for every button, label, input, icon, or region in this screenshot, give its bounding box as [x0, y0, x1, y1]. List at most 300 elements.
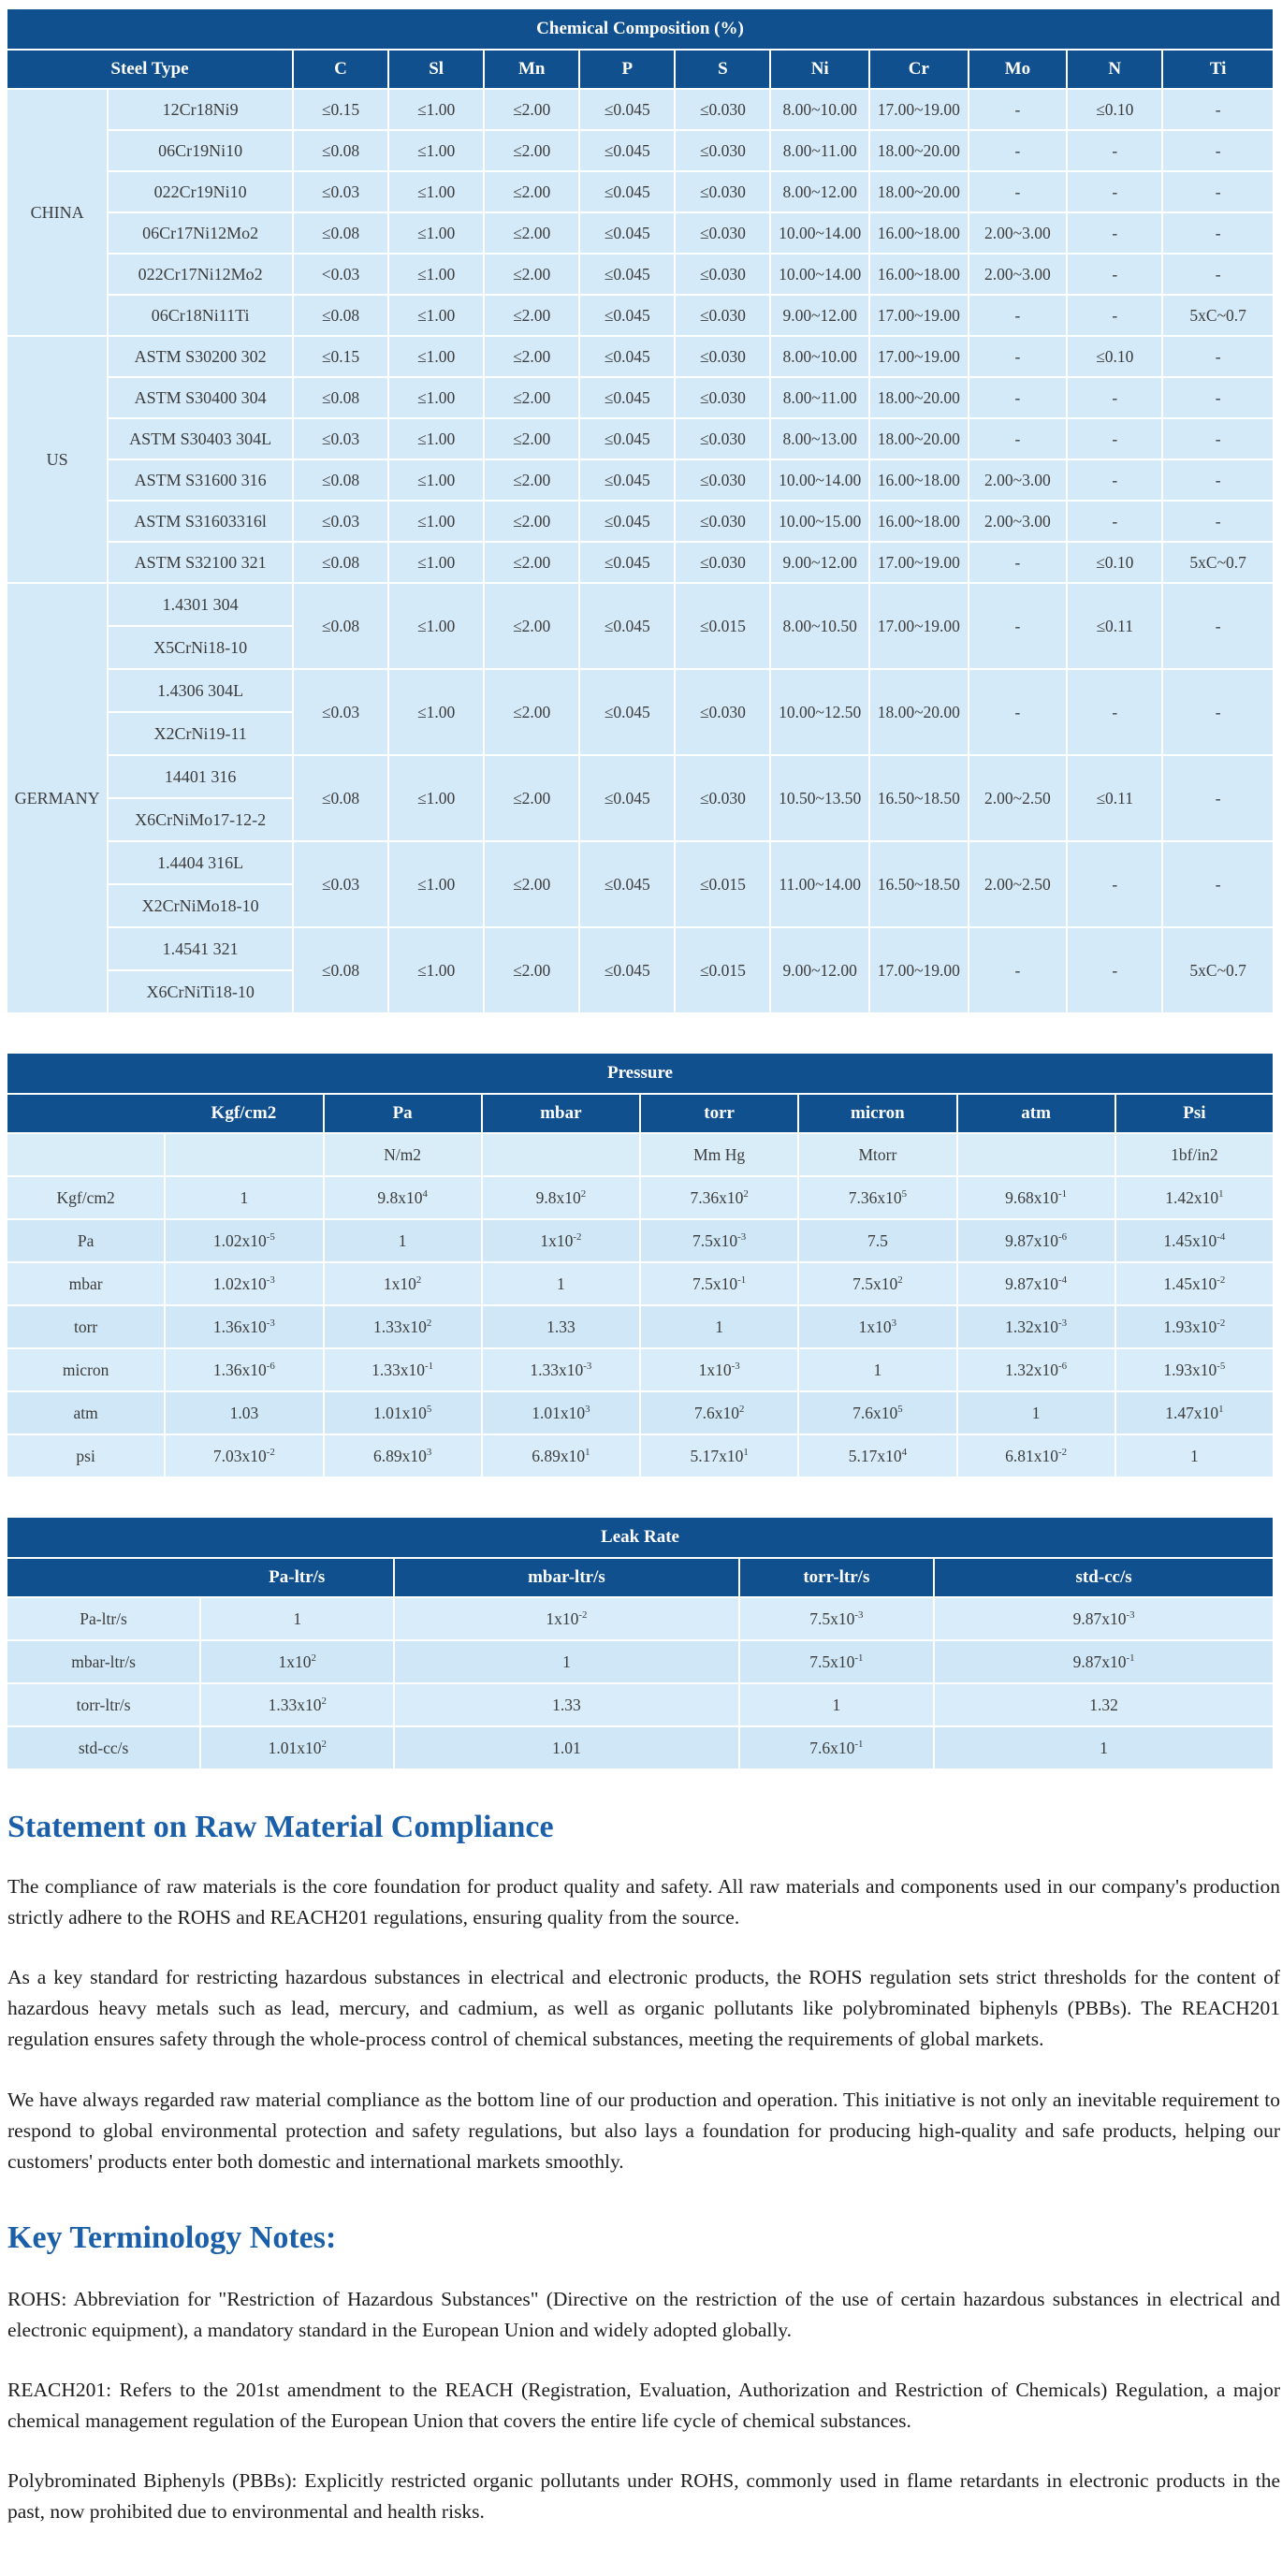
value-cell: 1: [324, 1219, 482, 1262]
value-cell: 10.00~14.00: [770, 212, 869, 254]
value-cell: ≤2.00: [484, 336, 579, 377]
value-cell: -: [969, 130, 1068, 171]
value-cell: 10.00~14.00: [770, 254, 869, 295]
value-cell: -: [1162, 212, 1274, 254]
value-cell: ≤0.015: [675, 841, 770, 927]
table-row: [7, 336, 1274, 377]
value-cell: 1: [200, 1597, 394, 1640]
subheader-cell: 1bf/in2: [1115, 1133, 1274, 1176]
value-cell: ≤1.00: [388, 583, 484, 669]
steel-type-cell: X2CrNi19-11: [108, 712, 293, 755]
exponent: -6: [266, 1360, 275, 1372]
value-cell: ≤0.045: [579, 542, 675, 583]
value-cell: ≤0.030: [675, 459, 770, 501]
value-cell: 18.00~20.00: [869, 377, 969, 418]
value-cell: 17.00~19.00: [869, 542, 969, 583]
value-cell: $7.36x10^2$: [640, 1176, 798, 1219]
exponent: -3: [737, 1230, 747, 1243]
value-cell: -: [1067, 927, 1162, 1013]
value-cell: -: [969, 669, 1068, 755]
steel-type-cell: 14401 316: [108, 755, 293, 798]
exponent: -2: [1058, 1446, 1068, 1458]
column-header: Cr: [869, 50, 969, 89]
value-cell: -: [969, 927, 1068, 1013]
table-row: [7, 1176, 1274, 1219]
value-cell: 16.00~18.00: [869, 501, 969, 542]
value-cell: $1.45x10^{-2}$: [1115, 1262, 1274, 1305]
value-cell: $1x10^2$: [200, 1640, 394, 1683]
column-header-steel-type: Steel Type: [7, 50, 293, 89]
value-cell: 18.00~20.00: [869, 669, 969, 755]
value-cell: -: [1162, 669, 1274, 755]
value-cell: $1.47x10^1$: [1115, 1391, 1274, 1434]
value-cell: ≤0.08: [293, 130, 388, 171]
value-cell: $1x10^2$: [324, 1262, 482, 1305]
table-row: [7, 841, 1274, 884]
value-cell: $1.42x10^1$: [1115, 1176, 1274, 1219]
column-header: Mo: [969, 50, 1068, 89]
value-cell: -: [969, 542, 1068, 583]
value-cell: ≤2.00: [484, 89, 579, 130]
value-cell: 8.00~10.00: [770, 336, 869, 377]
value-cell: $1x10^{-2}$: [482, 1219, 640, 1262]
value-cell: ≤0.045: [579, 377, 675, 418]
column-header: Sl: [388, 50, 484, 89]
value-cell: $9.8x10^4$: [324, 1176, 482, 1219]
exponent: 2: [897, 1273, 903, 1286]
value-cell: $1.32x10^{-3}$: [957, 1305, 1115, 1348]
value-cell: ≤0.15: [293, 89, 388, 130]
table-row: [7, 1219, 1274, 1262]
pressure-header-row: [7, 1094, 1274, 1133]
value-cell: 8.00~13.00: [770, 418, 869, 459]
value-cell: ≤0.045: [579, 755, 675, 841]
leak-rate-table: [6, 1516, 1275, 1770]
steel-type-cell: 1.4306 304L: [108, 669, 293, 712]
value-cell: ≤1.00: [388, 212, 484, 254]
value-cell: ≤2.00: [484, 501, 579, 542]
value-cell: 5xC~0.7: [1162, 927, 1274, 1013]
value-cell: ≤2.00: [484, 418, 579, 459]
exponent: 2: [743, 1187, 749, 1200]
column-header: std-cc/s: [934, 1558, 1274, 1597]
value-cell: -: [1067, 841, 1162, 927]
terminology-paragraphs: [7, 2284, 1280, 2528]
value-cell: ≤0.030: [675, 542, 770, 583]
exponent: -4: [1216, 1230, 1226, 1243]
value-cell: ≤0.015: [675, 927, 770, 1013]
value-cell: 1.33: [482, 1305, 640, 1348]
value-cell: 1: [957, 1391, 1115, 1434]
exponent: -1: [854, 1652, 864, 1664]
value-cell: ≤0.030: [675, 295, 770, 336]
value-cell: 16.00~18.00: [869, 459, 969, 501]
table-row: [7, 583, 1274, 626]
table-row: [7, 459, 1274, 501]
steel-type-cell: 06Cr19Ni10: [108, 130, 293, 171]
value-cell: -: [1067, 377, 1162, 418]
table-row: [7, 1683, 1274, 1726]
value-cell: $1.02x10^{-5}$: [165, 1219, 323, 1262]
steel-type-cell: ASTM S32100 321: [108, 542, 293, 583]
value-cell: 16.50~18.50: [869, 755, 969, 841]
value-cell: 1.01: [394, 1726, 738, 1769]
value-cell: ≤2.00: [484, 295, 579, 336]
leak-title-row: [7, 1517, 1274, 1558]
value-cell: ≤1.00: [388, 841, 484, 927]
paragraph: The compliance of raw materials is the core foundation for product quality and safety. All raw materials and components used in our company's production strictly adhere to the ROHS and REACH201 regulations, ensuring quality from the source.: [7, 1875, 1280, 1929]
exponent: 3: [426, 1446, 432, 1458]
steel-type-cell: ASTM S31603316l: [108, 501, 293, 542]
table-row: [7, 501, 1274, 542]
column-header: Ni: [770, 50, 869, 89]
value-cell: 16.50~18.50: [869, 841, 969, 927]
terminology-heading: Key Terminology Notes:: [7, 2219, 337, 2255]
value-cell: $1.36x10^{-3}$: [165, 1305, 323, 1348]
row-label-cell: Kgf/cm2: [7, 1176, 165, 1219]
value-cell: $7.6x10^2$: [640, 1391, 798, 1434]
value-cell: -: [1067, 130, 1162, 171]
exponent: 1: [585, 1446, 590, 1458]
value-cell: -: [1067, 669, 1162, 755]
value-cell: -: [1067, 501, 1162, 542]
value-cell: ≤1.00: [388, 459, 484, 501]
exponent: 2: [580, 1187, 587, 1200]
value-cell: 8.00~11.00: [770, 130, 869, 171]
column-header: Pa: [324, 1094, 482, 1133]
value-cell: $1.93x10^{-2}$: [1115, 1305, 1274, 1348]
value-cell: 1: [798, 1348, 956, 1391]
value-cell: $9.87x10^{-3}$: [934, 1597, 1274, 1640]
value-cell: $9.68x10^{-1}$: [957, 1176, 1115, 1219]
steel-type-cell: 1.4404 316L: [108, 841, 293, 884]
value-cell: $1.33x10^2$: [200, 1683, 394, 1726]
steel-type-cell: 06Cr18Ni11Ti: [108, 295, 293, 336]
subheader-cell: Mtorr: [798, 1133, 956, 1176]
value-cell: ≤0.045: [579, 501, 675, 542]
value-cell: -: [1162, 130, 1274, 171]
value-cell: ≤0.030: [675, 377, 770, 418]
value-cell: ≤0.030: [675, 89, 770, 130]
column-header: Kgf/cm2: [165, 1094, 323, 1133]
steel-type-cell: 022Cr17Ni12Mo2: [108, 254, 293, 295]
value-cell: ≤0.08: [293, 583, 388, 669]
exponent: -1: [1058, 1187, 1068, 1200]
table-row: [7, 212, 1274, 254]
exponent: 3: [585, 1403, 590, 1415]
table-row: [7, 1305, 1274, 1348]
table-row: [7, 254, 1274, 295]
value-cell: -: [1067, 212, 1162, 254]
value-cell: 17.00~19.00: [869, 336, 969, 377]
column-header: mbar: [482, 1094, 640, 1133]
exponent: -5: [1216, 1360, 1226, 1372]
value-cell: ≤0.03: [293, 418, 388, 459]
value-cell: 2.00~3.00: [969, 254, 1068, 295]
value-cell: ≤0.030: [675, 171, 770, 212]
value-cell: $1.01x10^3$: [482, 1391, 640, 1434]
table-row: [7, 1348, 1274, 1391]
value-cell: $1x10^{-2}$: [394, 1597, 738, 1640]
blank-header-cell: [7, 1094, 165, 1133]
value-cell: ≤0.10: [1067, 89, 1162, 130]
value-cell: $5.17x10^4$: [798, 1434, 956, 1477]
row-label-cell: Pa: [7, 1219, 165, 1262]
value-cell: $1.33x10^{-1}$: [324, 1348, 482, 1391]
value-cell: ≤0.11: [1067, 583, 1162, 669]
value-cell: ≤0.030: [675, 212, 770, 254]
value-cell: ≤2.00: [484, 377, 579, 418]
exponent: 2: [311, 1652, 316, 1664]
value-cell: ≤0.03: [293, 501, 388, 542]
value-cell: -: [1162, 418, 1274, 459]
column-header: Psi: [1115, 1094, 1274, 1133]
chemical-composition-table: [6, 7, 1275, 1014]
value-cell: $7.5x10^{-3}$: [739, 1597, 935, 1640]
exponent: 2: [321, 1695, 327, 1707]
subheader-cell: Mm Hg: [640, 1133, 798, 1176]
value-cell: 10.00~15.00: [770, 501, 869, 542]
exponent: -6: [1058, 1230, 1068, 1243]
value-cell: 17.00~19.00: [869, 89, 969, 130]
exponent: 5: [901, 1187, 908, 1200]
chem-header-row: [7, 50, 1274, 89]
exponent: -2: [1216, 1317, 1226, 1329]
value-cell: -: [1162, 336, 1274, 377]
value-cell: -: [1067, 295, 1162, 336]
chem-title-row: [7, 8, 1274, 50]
steel-type-cell: 06Cr17Ni12Mo2: [108, 212, 293, 254]
column-header: Pa-ltr/s: [200, 1558, 394, 1597]
value-cell: ≤0.045: [579, 89, 675, 130]
table-row: [7, 295, 1274, 336]
pressure-title-row: [7, 1053, 1274, 1094]
value-cell: -: [1162, 583, 1274, 669]
row-label-cell: torr-ltr/s: [7, 1683, 200, 1726]
value-cell: -: [1067, 171, 1162, 212]
table-row: [7, 89, 1274, 130]
table-row: [7, 1434, 1274, 1477]
value-cell: 10.50~13.50: [770, 755, 869, 841]
value-cell: ≤1.00: [388, 418, 484, 459]
subheader-cell: [165, 1133, 323, 1176]
leak-thead: [7, 1517, 1274, 1597]
exponent: -1: [1126, 1652, 1135, 1664]
country-cell: CHINA: [7, 89, 108, 336]
value-cell: ≤1.00: [388, 501, 484, 542]
value-cell: 2.00~2.50: [969, 755, 1068, 841]
value-cell: ≤2.00: [484, 130, 579, 171]
exponent: -2: [573, 1230, 582, 1243]
value-cell: 7.5: [798, 1219, 956, 1262]
value-cell: ≤0.08: [293, 542, 388, 583]
column-header: mbar-ltr/s: [394, 1558, 738, 1597]
value-cell: 5xC~0.7: [1162, 542, 1274, 583]
chem-table-title: Chemical Composition (%): [7, 8, 1274, 50]
table-row: [7, 1726, 1274, 1769]
value-cell: ≤1.00: [388, 295, 484, 336]
value-cell: $7.6x10^5$: [798, 1391, 956, 1434]
row-label-cell: Pa-ltr/s: [7, 1597, 200, 1640]
value-cell: ≤0.11: [1067, 755, 1162, 841]
value-cell: ≤0.045: [579, 583, 675, 669]
value-cell: ≤1.00: [388, 927, 484, 1013]
value-cell: 1: [934, 1726, 1274, 1769]
value-cell: $6.81x10^{-2}$: [957, 1434, 1115, 1477]
value-cell: 18.00~20.00: [869, 130, 969, 171]
value-cell: $7.5x10^{-1}$: [640, 1262, 798, 1305]
exponent: 1: [1218, 1187, 1224, 1200]
column-header: torr: [640, 1094, 798, 1133]
value-cell: -: [1162, 755, 1274, 841]
value-cell: -: [1067, 459, 1162, 501]
table-row: [7, 377, 1274, 418]
value-cell: $7.03x10^{-2}$: [165, 1434, 323, 1477]
exponent: 2: [738, 1403, 745, 1415]
value-cell: ≤1.00: [388, 130, 484, 171]
leak-table-title: Leak Rate: [7, 1517, 1274, 1558]
table-row: [7, 130, 1274, 171]
value-cell: $1.32x10^{-6}$: [957, 1348, 1115, 1391]
value-cell: ≤0.08: [293, 212, 388, 254]
value-cell: 1: [165, 1176, 323, 1219]
value-cell: ≤0.15: [293, 336, 388, 377]
exponent: -3: [1126, 1608, 1135, 1621]
value-cell: 1.33: [394, 1683, 738, 1726]
value-cell: -: [969, 377, 1068, 418]
value-cell: ≤2.00: [484, 171, 579, 212]
value-cell: ≤0.045: [579, 212, 675, 254]
paragraph: REACH201: Refers to the 201st amendment to the REACH (Registration, Evaluation, Authorization and Restriction of Chemicals) Regulation, a major chemical management regulation of the European Union that covers the entire life cycle of chemical substances.: [7, 2379, 1280, 2433]
row-label-cell: mbar: [7, 1262, 165, 1305]
value-cell: ≤0.08: [293, 459, 388, 501]
value-cell: -: [969, 418, 1068, 459]
value-cell: ≤0.08: [293, 295, 388, 336]
paragraph: Polybrominated Biphenyls (PBBs): Explicitly restricted organic pollutants under ROHS, commonly used in flame retardants in electronic products in the past, now prohibited due to environmental and health risks.: [7, 2469, 1280, 2524]
value-cell: 1: [739, 1683, 935, 1726]
exponent: -2: [1216, 1273, 1226, 1286]
value-cell: $1x10^{-3}$: [640, 1348, 798, 1391]
row-label-cell: mbar-ltr/s: [7, 1640, 200, 1683]
paragraph: ROHS: Abbreviation for "Restriction of Hazardous Substances" (Directive on the restriction of the use of certain hazardous substances in electrical and electronic equipment), a mandatory standard in the European Union and widely adopted globally.: [7, 2287, 1280, 2341]
exponent: -3: [731, 1360, 740, 1372]
value-cell: $9.87x10^{-6}$: [957, 1219, 1115, 1262]
exponent: 5: [897, 1403, 903, 1415]
steel-type-cell: ASTM S30200 302: [108, 336, 293, 377]
value-cell: 5xC~0.7: [1162, 295, 1274, 336]
value-cell: 9.00~12.00: [770, 542, 869, 583]
value-cell: 8.00~10.00: [770, 89, 869, 130]
steel-type-cell: X2CrNiMo18-10: [108, 884, 293, 927]
exponent: 2: [426, 1317, 432, 1329]
value-cell: -: [969, 89, 1068, 130]
value-cell: 1: [640, 1305, 798, 1348]
value-cell: 8.00~12.00: [770, 171, 869, 212]
table-row: [7, 1597, 1274, 1640]
paragraph: We have always regarded raw material compliance as the bottom line of our production and operation. This initiative is not only an inevitable requirement to respond to global environmental protection and safety regulations, but also lays a foundation for producing high-quality and safe products, helping our customers' products enter both domestic and international markets smoothly.: [7, 2088, 1280, 2173]
value-cell: ≤0.045: [579, 130, 675, 171]
table-row: [7, 755, 1274, 798]
country-cell: GERMANY: [7, 583, 108, 1013]
value-cell: 2.00~3.00: [969, 501, 1068, 542]
value-cell: ≤1.00: [388, 669, 484, 755]
value-cell: 18.00~20.00: [869, 171, 969, 212]
pressure-table-title: Pressure: [7, 1053, 1274, 1094]
value-cell: ≤0.045: [579, 336, 675, 377]
value-cell: $7.36x10^5$: [798, 1176, 956, 1219]
exponent: -2: [578, 1608, 588, 1621]
value-cell: ≤0.10: [1067, 336, 1162, 377]
value-cell: -: [1162, 459, 1274, 501]
exponent: 4: [901, 1446, 908, 1458]
value-cell: $7.6x10^{-1}$: [739, 1726, 935, 1769]
value-cell: ≤1.00: [388, 89, 484, 130]
exponent: 1: [743, 1446, 749, 1458]
table-row: [7, 542, 1274, 583]
chem-tbody: [7, 89, 1274, 1013]
table-row: [7, 1640, 1274, 1683]
exponent: -4: [1058, 1273, 1068, 1286]
value-cell: ≤1.00: [388, 542, 484, 583]
value-cell: ≤0.045: [579, 418, 675, 459]
pressure-tbody: [7, 1176, 1274, 1477]
value-cell: ≤2.00: [484, 583, 579, 669]
value-cell: ≤0.03: [293, 841, 388, 927]
value-cell: $1.45x10^{-4}$: [1115, 1219, 1274, 1262]
value-cell: -: [1067, 254, 1162, 295]
subheader-cell: [957, 1133, 1115, 1176]
exponent: -1: [854, 1738, 864, 1750]
value-cell: 1.03: [165, 1391, 323, 1434]
value-cell: ≤0.045: [579, 171, 675, 212]
value-cell: ≤2.00: [484, 669, 579, 755]
exponent: -5: [266, 1230, 275, 1243]
value-cell: 9.00~12.00: [770, 295, 869, 336]
value-cell: ≤0.08: [293, 927, 388, 1013]
exponent: -3: [854, 1608, 864, 1621]
row-label-cell: micron: [7, 1348, 165, 1391]
value-cell: ≤0.045: [579, 295, 675, 336]
value-cell: 18.00~20.00: [869, 418, 969, 459]
value-cell: ≤2.00: [484, 755, 579, 841]
value-cell: 2.00~3.00: [969, 459, 1068, 501]
value-cell: ≤0.045: [579, 841, 675, 927]
value-cell: 2.00~3.00: [969, 212, 1068, 254]
value-cell: ≤0.08: [293, 755, 388, 841]
value-cell: -: [969, 171, 1068, 212]
exponent: -3: [1058, 1317, 1068, 1329]
value-cell: ≤0.030: [675, 336, 770, 377]
value-cell: 1: [1115, 1434, 1274, 1477]
column-header: micron: [798, 1094, 956, 1133]
column-header: N: [1067, 50, 1162, 89]
value-cell: ≤2.00: [484, 927, 579, 1013]
row-label-cell: atm: [7, 1391, 165, 1434]
chem-thead: [7, 8, 1274, 89]
value-cell: ≤0.10: [1067, 542, 1162, 583]
column-header: S: [675, 50, 770, 89]
value-cell: 17.00~19.00: [869, 583, 969, 669]
table-row: [7, 1262, 1274, 1305]
column-header: Mn: [484, 50, 579, 89]
value-cell: -: [1162, 254, 1274, 295]
steel-type-cell: 12Cr18Ni9: [108, 89, 293, 130]
row-label-cell: torr: [7, 1305, 165, 1348]
blank-header-cell: [7, 1558, 200, 1597]
value-cell: $9.87x10^{-4}$: [957, 1262, 1115, 1305]
value-cell: ≤0.030: [675, 254, 770, 295]
value-cell: 10.00~14.00: [770, 459, 869, 501]
